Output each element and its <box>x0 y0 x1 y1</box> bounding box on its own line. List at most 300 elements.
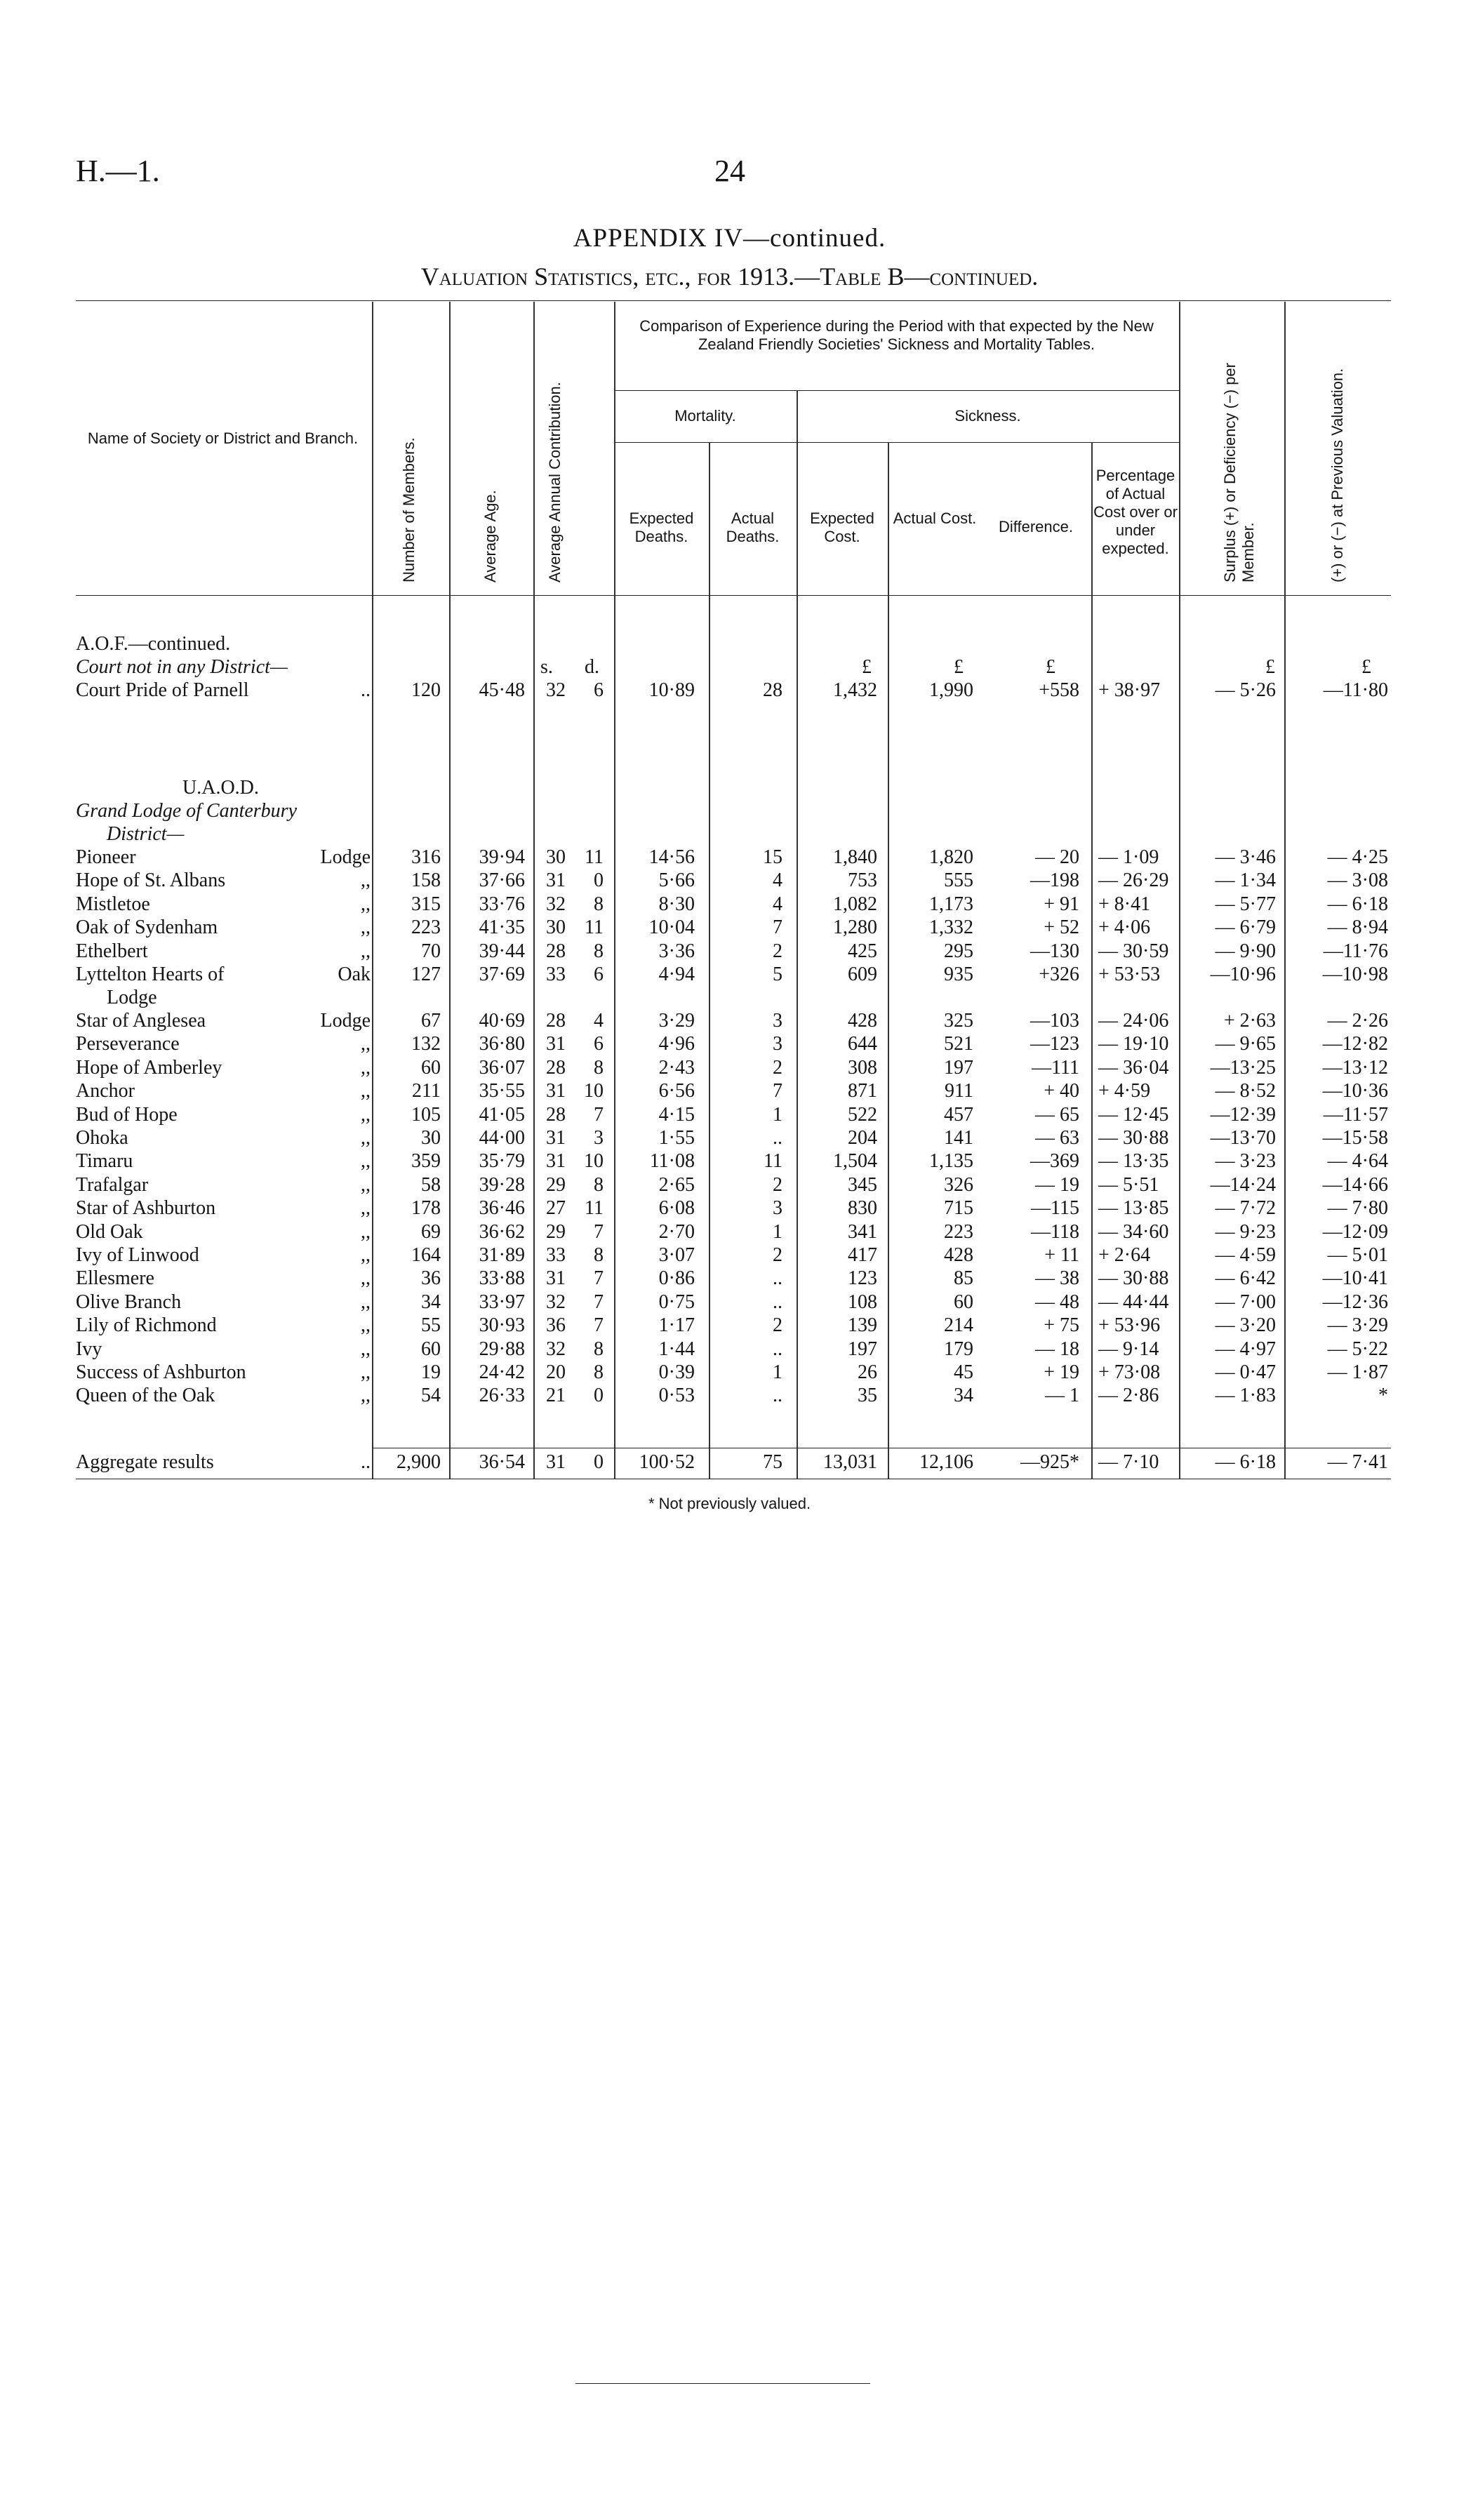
cell-ac: 521 <box>944 1033 973 1055</box>
cell-prev: — 3·08 <box>1327 869 1388 892</box>
header-sickness: Sickness. <box>954 407 1021 425</box>
cell-pct: + 38·97 <box>1098 679 1161 701</box>
cell-ad: 2 <box>773 1173 782 1196</box>
cell-s: 32 <box>546 1338 566 1360</box>
cell-members: 105 <box>411 1103 441 1126</box>
cell-s: 27 <box>546 1197 566 1220</box>
cell-sur: — 8·52 <box>1215 1080 1276 1102</box>
cell-ed: 1·17 <box>658 1314 695 1337</box>
table-row <box>0 893 1459 916</box>
cell-ac: 555 <box>944 869 973 892</box>
cell-diff: —369 <box>1030 1150 1079 1173</box>
cell-ec: 1,432 <box>833 679 877 701</box>
header-previous: (+) or (−) at Previous Valuation. <box>1328 368 1346 582</box>
row-name-suffix: ,, <box>361 1314 371 1337</box>
section-order-uaod: U.A.O.D. <box>182 777 259 799</box>
row-name-suffix: ,, <box>361 1056 371 1079</box>
cell-age: 33·97 <box>479 1291 525 1313</box>
cell-pct: — 36·04 <box>1098 1056 1169 1079</box>
cell-ad: 2 <box>773 1314 782 1337</box>
table-row <box>0 1267 1459 1291</box>
cell-d: 11 <box>585 1197 604 1220</box>
cell-members: 70 <box>421 940 441 962</box>
row-name: Perseverance <box>76 1033 180 1055</box>
cell-s: 28 <box>546 1103 566 1126</box>
cell-ec: 428 <box>848 1010 877 1032</box>
cell-d: 4 <box>594 1010 604 1032</box>
cell-s: 31 <box>546 1033 566 1055</box>
table-row <box>0 964 1459 1008</box>
table-top-rule <box>76 300 1391 301</box>
table-row <box>0 1338 1459 1361</box>
cell-ed: 11·08 <box>649 1150 695 1173</box>
cell-members: 69 <box>421 1220 441 1243</box>
table-subtitle: Valuation Statistics, etc., for 1913.—Table B—continued. <box>420 262 1039 291</box>
cell-ac: 197 <box>944 1056 973 1079</box>
table-row <box>0 1080 1459 1103</box>
cell-prev: —10·36 <box>1322 1080 1388 1102</box>
appendix-title: APPENDIX IV—continued. <box>573 224 886 253</box>
header-expected-deaths: Expected Deaths. <box>629 509 694 545</box>
cell-sur: — 5·77 <box>1215 893 1276 915</box>
cell-age: 33·88 <box>479 1267 525 1290</box>
cell-prev: —10·41 <box>1322 1267 1388 1290</box>
cell-prev: — 4·25 <box>1327 846 1388 868</box>
cell-ed: 0·86 <box>658 1267 695 1290</box>
row-name: Pioneer <box>76 846 136 868</box>
cell-ed: 1·55 <box>658 1127 695 1149</box>
cell-age: 45·48 <box>479 679 525 701</box>
cell-s: 20 <box>546 1361 566 1383</box>
cell-d: 6 <box>594 679 604 701</box>
cell-age: 39·28 <box>479 1173 525 1196</box>
cell-members: 60 <box>421 1056 441 1079</box>
cell-diff: — 38 <box>1035 1267 1079 1290</box>
cell-d: 0 <box>594 1451 604 1473</box>
cell-ac: 911 <box>945 1080 973 1102</box>
cell-sur: — 6·42 <box>1215 1267 1276 1290</box>
cell-ac: 1,173 <box>929 893 973 915</box>
cell-ec: 139 <box>848 1314 877 1337</box>
cell-members: 19 <box>421 1361 441 1383</box>
cell-ac: 45 <box>954 1361 973 1383</box>
cell-prev: —12·82 <box>1322 1033 1388 1055</box>
cell-pct: — 13·85 <box>1098 1197 1169 1220</box>
cell-pct: — 44·44 <box>1098 1291 1169 1313</box>
header-contribution: Average Annual Contribution. <box>546 382 564 582</box>
cell-ad: .. <box>773 1338 782 1360</box>
cell-prev: —12·36 <box>1322 1291 1388 1313</box>
aggregate-row <box>0 1451 1459 1474</box>
cell-pct: — 1·09 <box>1098 846 1159 868</box>
cell-d: 6 <box>594 964 604 985</box>
cell-pct: + 4·06 <box>1098 916 1151 939</box>
cell-pct: — 9·14 <box>1098 1338 1159 1360</box>
row-name: Ohoka <box>76 1127 128 1149</box>
cell-sur: —12·39 <box>1210 1103 1276 1126</box>
cell-ad: 4 <box>773 893 782 915</box>
cell-d: 11 <box>585 846 604 868</box>
cell-d: 7 <box>594 1220 604 1243</box>
cell-diff: + 19 <box>1044 1361 1079 1383</box>
cell-pct: — 2·86 <box>1098 1385 1159 1407</box>
cell-sur: — 7·72 <box>1215 1197 1276 1220</box>
cell-ed: 0·39 <box>658 1361 695 1383</box>
cell-pct: + 53·96 <box>1098 1314 1161 1337</box>
cell-pct: — 26·29 <box>1098 869 1169 892</box>
row-name: Aggregate results <box>76 1451 214 1473</box>
row-name-suffix: .. <box>361 1451 371 1473</box>
cell-members: 55 <box>421 1314 441 1337</box>
cell-pct: — 30·88 <box>1098 1127 1169 1149</box>
section-district-line1: Grand Lodge of Canterbury <box>76 800 297 822</box>
cell-members: 67 <box>421 1010 441 1032</box>
cell-s: 32 <box>546 1291 566 1313</box>
cell-sur: —13·25 <box>1210 1056 1276 1079</box>
row-name-suffix: ,, <box>361 893 371 915</box>
cell-d: 8 <box>594 1361 604 1383</box>
cell-sur: — 7·00 <box>1215 1291 1276 1313</box>
cell-ad: 1 <box>773 1361 782 1383</box>
cell-ad: 2 <box>773 940 782 962</box>
cell-ad: 1 <box>773 1103 782 1126</box>
cell-diff: + 11 <box>1044 1244 1079 1266</box>
cell-diff: + 52 <box>1044 916 1079 939</box>
cell-ad: 5 <box>773 964 782 985</box>
unit-pound-surplus: £ <box>1265 656 1275 678</box>
row-name: Trafalgar <box>76 1173 149 1196</box>
cell-sur: — 3·23 <box>1215 1150 1276 1173</box>
row-name: Ivy of Linwood <box>76 1244 199 1266</box>
cell-d: 10 <box>584 1080 604 1102</box>
cell-members: 58 <box>421 1173 441 1196</box>
cell-diff: +558 <box>1039 679 1079 701</box>
cell-ec: 308 <box>848 1056 877 1079</box>
row-name: Court Pride of Parnell <box>76 679 249 701</box>
table-row <box>0 1057 1459 1080</box>
cell-sur: — 0·47 <box>1215 1361 1276 1383</box>
cell-prev: — 6·18 <box>1327 893 1388 915</box>
cell-ad: 75 <box>763 1451 782 1473</box>
cell-pct: — 19·10 <box>1098 1033 1169 1055</box>
cell-ec: 35 <box>858 1385 877 1407</box>
row-name: Anchor <box>76 1080 135 1102</box>
cell-ac: 326 <box>944 1173 973 1196</box>
cell-age: 36·46 <box>479 1197 525 1220</box>
cell-d: 10 <box>584 1150 604 1173</box>
cell-prev: —14·66 <box>1322 1173 1388 1196</box>
cell-ad: 3 <box>773 1197 782 1220</box>
cell-diff: — 65 <box>1035 1103 1079 1126</box>
cell-ed: 3·36 <box>658 940 695 962</box>
header-percentage: Percentage of Actual Cost over or under expected. <box>1093 467 1178 557</box>
cell-prev: — 3·29 <box>1327 1314 1388 1337</box>
cell-ed: 2·65 <box>658 1173 695 1196</box>
cell-sur: — 3·46 <box>1215 846 1276 868</box>
cell-ed: 6·56 <box>658 1080 695 1102</box>
cell-age: 29·88 <box>479 1338 525 1360</box>
cell-sur: —13·70 <box>1210 1127 1276 1149</box>
cell-pct: — 30·59 <box>1098 940 1169 962</box>
cell-diff: —123 <box>1030 1033 1079 1055</box>
header-surplus: Surplus (+) or Deficiency (−) per Member. <box>1221 363 1257 582</box>
cell-members: 178 <box>411 1197 441 1220</box>
cell-ed: 2·43 <box>658 1056 695 1079</box>
row-name-suffix: ,, <box>361 940 371 962</box>
cell-d: 8 <box>594 1338 604 1360</box>
section-order-text: A.O.F.—continued. <box>76 633 231 655</box>
cell-prev: — 7·41 <box>1327 1451 1388 1473</box>
cell-age: 40·69 <box>479 1010 525 1032</box>
cell-d: 6 <box>594 1033 604 1055</box>
cell-age: 33·76 <box>479 893 525 915</box>
cell-pct: — 12·45 <box>1098 1103 1169 1126</box>
unit-shillings: s. <box>540 656 553 678</box>
table-row <box>0 1174 1459 1197</box>
table-row <box>0 869 1459 893</box>
cell-s: 36 <box>546 1314 566 1337</box>
cell-age: 31·89 <box>479 1244 525 1266</box>
cell-ac: 34 <box>954 1385 973 1407</box>
cell-members: 158 <box>411 869 441 892</box>
cell-members: 315 <box>411 893 441 915</box>
cell-ad: 2 <box>773 1244 782 1266</box>
cell-ac: 1,820 <box>929 846 973 868</box>
cell-s: 21 <box>546 1385 566 1407</box>
row-name-suffix: ,, <box>361 916 371 939</box>
cell-ac: 428 <box>944 1244 973 1266</box>
cell-members: 54 <box>421 1385 441 1407</box>
cell-d: 0 <box>594 869 604 892</box>
cell-age: 36·62 <box>479 1220 525 1243</box>
table-row <box>0 1314 1459 1338</box>
cell-age: 26·33 <box>479 1385 525 1407</box>
cell-pct: — 5·51 <box>1098 1173 1159 1196</box>
cell-ad: .. <box>773 1385 782 1407</box>
cell-prev: — 7·80 <box>1327 1197 1388 1220</box>
cell-ec: 644 <box>848 1033 877 1055</box>
cell-members: 164 <box>411 1244 441 1266</box>
cell-s: 28 <box>546 940 566 962</box>
row-name: Timaru <box>76 1150 133 1173</box>
section-district-label: Court not in any District— <box>76 656 288 678</box>
cell-diff: — 48 <box>1035 1291 1079 1313</box>
cell-ac: 1,135 <box>929 1150 973 1173</box>
cell-s: 33 <box>546 964 566 985</box>
header-name: Name of Society or District and Branch. <box>87 429 359 447</box>
row-name: Ivy <box>76 1338 102 1360</box>
row-name-suffix: ,, <box>361 1173 371 1196</box>
cell-d: 7 <box>594 1314 604 1337</box>
row-name: Hope of Amberley <box>76 1056 222 1079</box>
header-comparison: Comparison of Experience during the Period with that expected by the New Zealand Friendly Societies' Sickness and Mortality Tables. <box>639 317 1154 353</box>
cell-sur: —14·24 <box>1210 1173 1276 1196</box>
cell-ec: 13,031 <box>823 1451 877 1473</box>
cell-ed: 0·53 <box>658 1385 695 1407</box>
cell-ed: 10·04 <box>648 916 695 939</box>
cell-sur: — 3·20 <box>1215 1314 1276 1337</box>
cell-s: 31 <box>546 1451 566 1473</box>
cell-s: 29 <box>546 1173 566 1196</box>
row-name-suffix: ,, <box>361 1220 371 1243</box>
table-row <box>0 1385 1459 1408</box>
mortality-sickness-rule <box>614 442 1179 443</box>
cell-ad: 3 <box>773 1010 782 1032</box>
cell-ad: 7 <box>773 916 782 939</box>
cell-ec: 830 <box>848 1197 877 1220</box>
row-name: Oak of Sydenham <box>76 916 218 939</box>
cell-d: 7 <box>594 1103 604 1126</box>
cell-prev: —15·58 <box>1322 1127 1388 1149</box>
cell-members: 211 <box>412 1080 441 1102</box>
cell-d: 3 <box>594 1127 604 1149</box>
cell-members: 34 <box>421 1291 441 1313</box>
cell-ad: .. <box>773 1267 782 1290</box>
cell-members: 127 <box>411 964 441 985</box>
table-row <box>0 1221 1459 1244</box>
row-name: Success of Ashburton <box>76 1361 246 1383</box>
cell-d: 8 <box>594 893 604 915</box>
cell-d: 7 <box>594 1267 604 1290</box>
cell-diff: — 19 <box>1035 1173 1079 1196</box>
section-order-aof <box>76 633 230 655</box>
table-row <box>0 1197 1459 1220</box>
row-name-suffix: ,, <box>361 1244 371 1266</box>
cell-diff: + 75 <box>1044 1314 1079 1337</box>
cell-sur: + 2·63 <box>1223 1010 1276 1032</box>
cell-age: 36·80 <box>479 1033 525 1055</box>
row-name-suffix: ,, <box>361 1127 371 1149</box>
cell-ec: 425 <box>848 940 877 962</box>
cell-ed: 0·75 <box>658 1291 695 1313</box>
cell-d: 11 <box>585 916 604 939</box>
cell-age: 36·54 <box>479 1451 525 1473</box>
row-name: Ethelbert <box>76 940 148 962</box>
cell-prev: — 2·26 <box>1327 1010 1388 1032</box>
cell-ed: 1·44 <box>658 1338 695 1360</box>
cell-ed: 5·66 <box>658 869 695 892</box>
cell-ed: 3·07 <box>658 1244 695 1266</box>
cell-s: 33 <box>546 1244 566 1266</box>
cell-sur: —10·96 <box>1210 964 1276 985</box>
page-reference: H.—1. <box>76 154 160 188</box>
cell-ec: 341 <box>848 1220 877 1243</box>
header-mortality: Mortality. <box>674 407 736 425</box>
cell-ad: 3 <box>773 1033 782 1055</box>
cell-members: 132 <box>411 1033 441 1055</box>
row-name: Star of Ashburton <box>76 1197 216 1220</box>
cell-diff: —925* <box>1020 1451 1079 1473</box>
cell-ad: 1 <box>773 1220 782 1243</box>
table-row <box>0 1104 1459 1127</box>
row-name: Lily of Richmond <box>76 1314 217 1337</box>
cell-ec: 1,082 <box>833 893 877 915</box>
row-name-suffix: ,, <box>361 1103 371 1126</box>
cell-diff: —111 <box>1032 1056 1079 1079</box>
unit-pence: d. <box>585 656 599 678</box>
page-number: 24 <box>714 154 745 188</box>
cell-s: 31 <box>546 1080 566 1102</box>
header-actual-cost: Actual Cost. <box>893 509 977 527</box>
cell-s: 30 <box>546 846 566 868</box>
cell-d: 8 <box>594 1056 604 1079</box>
cell-members: 316 <box>411 846 441 868</box>
cell-members: 2,900 <box>397 1451 441 1473</box>
cell-prev: — 4·64 <box>1327 1150 1388 1173</box>
cell-age: 39·44 <box>479 940 525 962</box>
cell-prev: — 1·87 <box>1327 1361 1388 1383</box>
cell-pct: + 2·64 <box>1098 1244 1151 1266</box>
cell-diff: —130 <box>1030 940 1079 962</box>
cell-pct: — 13·35 <box>1098 1150 1169 1173</box>
cell-sur: — 6·79 <box>1215 916 1276 939</box>
row-name-suffix: ,, <box>361 1197 371 1220</box>
cell-ac: 179 <box>944 1338 973 1360</box>
row-name-suffix: Lodge <box>320 1010 371 1032</box>
row-name-suffix: ,, <box>361 1080 371 1102</box>
comparison-rule <box>614 390 1179 391</box>
cell-ad: 7 <box>773 1080 782 1102</box>
table-row <box>0 1361 1459 1385</box>
cell-ac: 457 <box>944 1103 973 1126</box>
cell-members: 223 <box>411 916 441 939</box>
cell-ec: 417 <box>848 1244 877 1266</box>
cell-diff: + 91 <box>1044 893 1079 915</box>
cell-s: 31 <box>546 1127 566 1149</box>
cell-prev: —11·57 <box>1323 1103 1388 1126</box>
cell-ad: 15 <box>763 846 782 868</box>
cell-sur: — 9·65 <box>1215 1033 1276 1055</box>
cell-ed: 2·70 <box>658 1220 695 1243</box>
cell-age: 41·05 <box>479 1103 525 1126</box>
cell-ed: 4·15 <box>658 1103 695 1126</box>
cell-age: 35·55 <box>479 1080 525 1102</box>
row-name-suffix: Lodge <box>320 846 371 868</box>
cell-age: 39·94 <box>479 846 525 868</box>
cell-ec: 522 <box>848 1103 877 1126</box>
cell-sur: — 9·90 <box>1215 940 1276 962</box>
cell-age: 44·00 <box>479 1127 525 1149</box>
cell-d: 0 <box>594 1385 604 1407</box>
row-name-suffix: ,, <box>361 1361 371 1383</box>
row-name-suffix: ,, <box>361 869 371 892</box>
row-name: Hope of St. Albans <box>76 869 226 892</box>
row-name-suffix: ,, <box>361 1033 371 1055</box>
cell-pct: — 34·60 <box>1098 1220 1169 1243</box>
row-name-suffix: ,, <box>361 1291 371 1313</box>
cell-d: 8 <box>594 1173 604 1196</box>
cell-prev: —10·98 <box>1322 964 1388 985</box>
cell-sur: — 5·26 <box>1215 679 1276 701</box>
cell-ec: 345 <box>848 1173 877 1196</box>
cell-ec: 1,280 <box>833 916 877 939</box>
end-rule <box>575 2383 870 2384</box>
header-bottom-rule <box>76 595 1391 596</box>
cell-ad: 28 <box>763 679 782 701</box>
table-row <box>0 1150 1459 1173</box>
cell-ec: 1,840 <box>833 846 877 868</box>
cell-sur: — 9·23 <box>1215 1220 1276 1243</box>
header-actual-deaths: Actual Deaths. <box>726 509 780 545</box>
row-name-continued: Lodge <box>107 987 157 1008</box>
cell-ec: 871 <box>848 1080 877 1102</box>
cell-age: 35·79 <box>479 1150 525 1173</box>
cell-ac: 325 <box>944 1010 973 1032</box>
cell-age: 36·07 <box>479 1056 525 1079</box>
row-name-suffix: Oak <box>338 964 371 985</box>
unit-pound-difference: £ <box>1046 656 1055 678</box>
header-difference: Difference. <box>999 518 1073 535</box>
